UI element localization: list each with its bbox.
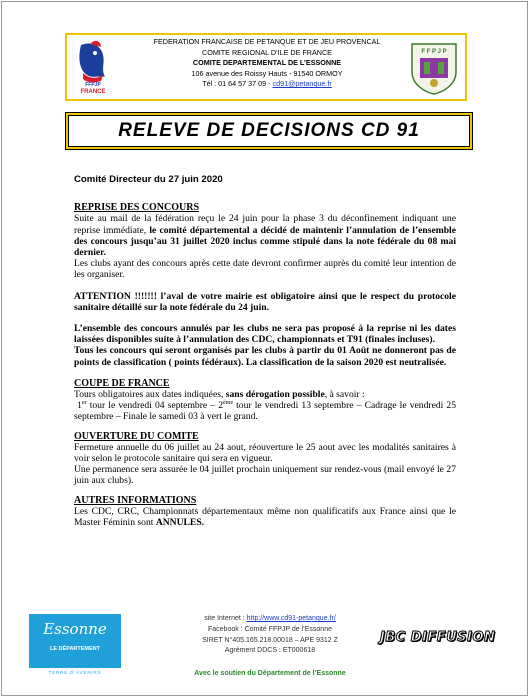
footer-support-line: Avec le soutien du Département de l’Essonne	[194, 670, 346, 677]
rooster-text-top: FFPJP	[85, 82, 101, 88]
document-body	[74, 174, 456, 528]
attention-paragraph	[74, 291, 456, 313]
rooster-text-bottom: FRANCE	[80, 89, 106, 95]
coupe-round-1-text: tour le vendredi 04 septembre – 2	[86, 400, 223, 412]
coupe-schedule	[74, 400, 456, 422]
ouverture-paragraph-1: Fermeture annuelle du 06 juillet au 24 aout, réouverture le 25 aout avec les modalités sanitaires à voir selon le protocole sanitaire qui sera en vigueur.	[74, 441, 456, 465]
ouverture-paragraph-2: Une permanence sera assurée le 04 juillet prochain uniquement sur rendez-vous (mail envoyé le 27 juin aux clubs).	[74, 464, 456, 487]
coupe-p1-text: Tours obligatoires aux dates indiquées,	[74, 389, 226, 401]
coupe-round-1: 1	[77, 400, 82, 412]
meeting-heading: Comité Directeur du 27 juin 2020	[74, 174, 223, 185]
address: 106 avenue des Roissy Hauts - 91540 ORMOY	[191, 68, 343, 78]
reprise-p4-bold: Tous les concours qui seront organisés par les clubs à partir du 01 Août ne donneront pas de points de classification ( points fédéraux). La classification de la saison 2020 est neutralisée.	[74, 345, 456, 368]
regional-committee: COMITE REGIONAL D’ILE DE FRANCE	[202, 47, 332, 57]
letterhead-text	[137, 37, 397, 90]
footer-siret: SIRET N°405.165.218.00018 – APE 9312 Z	[202, 636, 338, 644]
reprise-p1-bold: le comité départemental a décidé de maintenir l’annulation de l’ensemble des concours jusqu’au 31 juillet 2020 inclus comme stipulé dans la note fédérale du 08 mai dernier.	[74, 224, 456, 259]
phone: Tél : 01 64 57 37 09 -	[202, 79, 271, 88]
autres-p1-bold: ANNULES.	[155, 517, 205, 529]
section-heading-ouverture: OUVERTURE DU COMITE	[74, 430, 199, 442]
attention-text: l’aval de votre mairie est obligatoire ainsi que le respect du protocole sanitaire détaillé sur la note fédérale du 24 juin.	[74, 290, 456, 313]
letterhead	[65, 33, 467, 101]
section-heading-coupe: COUPE DE FRANCE	[74, 377, 170, 389]
essonne-department-logo	[29, 614, 121, 668]
coupe-paragraph-1	[74, 389, 456, 400]
reprise-p1-text: Suite au mail de la fédération reçu le 24 juin pour la phase 3 du déconfinement indiquant une reprise immédiate,	[74, 213, 456, 236]
attention-label: ATTENTION !!!!!!!	[74, 290, 157, 302]
ffpjp-shield-logo-icon	[406, 38, 462, 96]
reprise-paragraph-2: Les clubs ayant des concours après cette date devront confirmer auprès du comité leur intention de les organiser.	[74, 258, 456, 281]
autres-p1-text: Les CDC, CRC, Championnats départementaux même non qualificatifs aux France ainsi que le Master Féminin sont	[74, 505, 456, 529]
footer-site-line	[170, 614, 370, 625]
document-title: RELEVE DE DECISIONS CD 91	[118, 120, 420, 141]
coupe-p1-bold: sans dérogation possible	[225, 389, 325, 401]
footer-agrement: Agrément DDCS : ET000618	[224, 647, 316, 655]
jbc-diffusion-logo: JBC DIFFUSION	[380, 630, 496, 645]
contact-line	[137, 79, 397, 90]
coupe-p1-end: , à savoir :	[324, 389, 365, 401]
federation-name: FEDERATION FRANCAISE DE PETANQUE ET DE JEU PROVENCAL	[153, 37, 381, 46]
essonne-logo-name: Essonne	[43, 620, 107, 638]
coupe-round-2-sup: ème	[223, 400, 233, 407]
footer-facebook: Facebook : Comité FFPJP de l’Essonne	[208, 625, 332, 633]
essonne-logo-dept: LE DÉPARTEMENT	[49, 646, 100, 652]
reprise-paragraph-3	[74, 323, 456, 345]
email-link[interactable]: cd91@petanque.fr	[272, 79, 332, 88]
coupe-round-2-text: tour le vendredi 13 septembre – Cadrage le vendredi 25 septembre – Finale le samedi 03 à vert le grand.	[74, 400, 456, 423]
footer-contact-info	[170, 614, 370, 657]
footer-site-label: site Internet :	[204, 615, 247, 622]
essonne-logo-tagline: TERRE D’AVENIRS	[48, 670, 102, 675]
reprise-p3-bold: L’ensemble des concours annulés par les clubs ne sera pas proposé à la reprise ni les dates laissées disponibles suite à l’annulation des CDC, championnats et T91 (finales incluses).	[74, 323, 456, 346]
document-title-box	[68, 115, 470, 147]
section-heading-reprise: REPRISE DES CONCOURS	[74, 202, 200, 214]
section-heading-autres: AUTRES INFORMATIONS	[74, 494, 197, 506]
departmental-committee: COMITE DEPARTEMENTAL DE L’ESSONNE	[192, 58, 342, 67]
logo-text: F F P J P	[421, 49, 447, 55]
coupe-round-1-sup: er	[81, 400, 87, 407]
reprise-paragraph-4	[74, 345, 456, 367]
reprise-paragraph-1	[74, 213, 456, 258]
footer-site-link[interactable]: http://www.cd91-petanque.fr/	[246, 615, 336, 622]
ffpjp-rooster-logo-icon	[71, 39, 115, 95]
autres-paragraph-1	[74, 506, 456, 528]
